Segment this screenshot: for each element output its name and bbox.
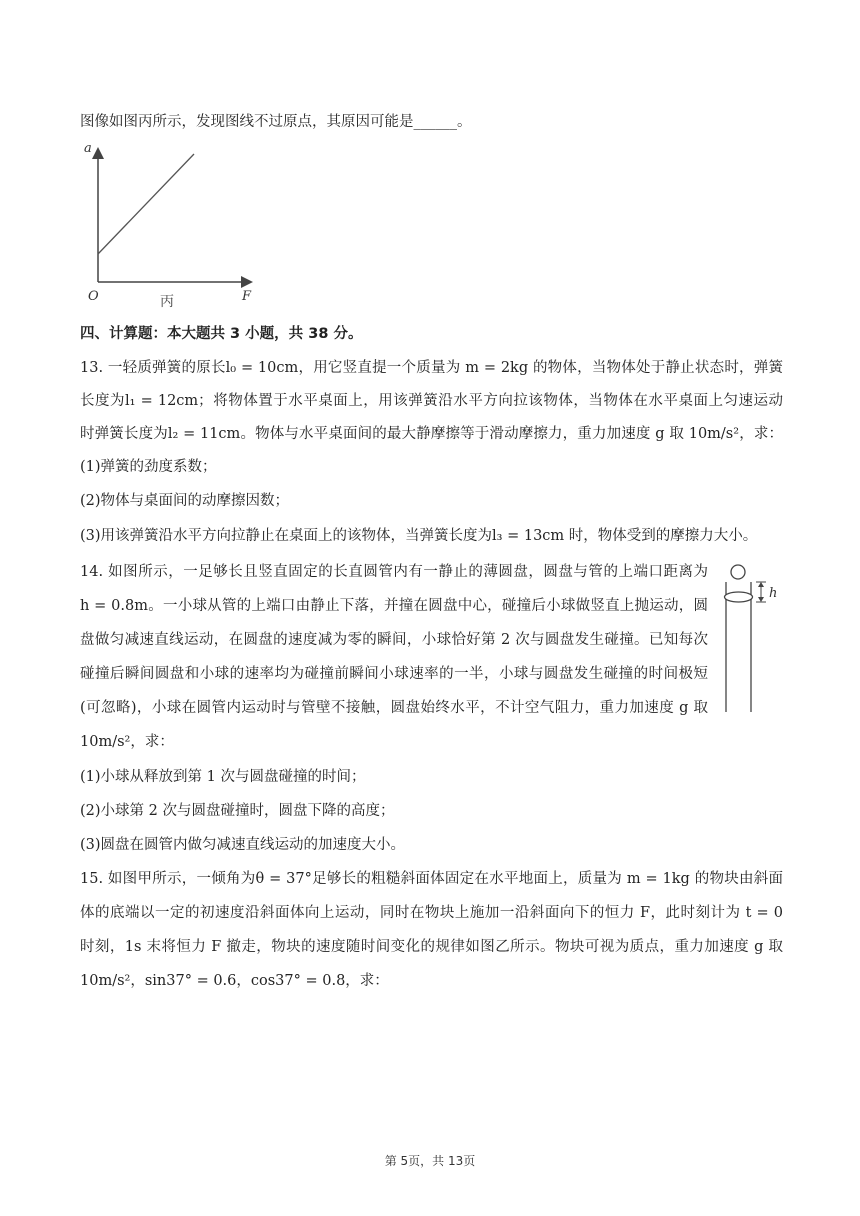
q15-line-4: 10m/s²，sin37° = 0.6，cos37° = 0.8，求：: [80, 973, 389, 989]
q13-part-2: (2)物体与桌面间的动摩擦因数；: [80, 493, 290, 509]
q13-part-1: (1)弹簧的劲度系数；: [80, 459, 217, 475]
graph-a-vs-f: [82, 138, 262, 313]
q13-line-2: 长度为l₁ = 12cm；将物体置于水平桌面上，用该弹簧沿水平方向拉该物体，当物体在水平桌面上匀速运动: [80, 393, 783, 409]
q13-line-1: 13. 一轻质弹簧的原长l₀ = 10cm，用它竖直提一个质量为 m = 2kg 的物体，当物体处于静止状态时，弹簧: [80, 360, 783, 376]
q13-line-3: 时弹簧长度为l₂ = 11cm。物体与水平桌面间的最大静摩擦等于滑动摩擦力，重力加速度 g 取 10m/s²，求：: [80, 426, 783, 442]
q14-part-1: (1)小球从释放到第 1 次与圆盘碰撞的时间；: [80, 769, 366, 785]
origin-label: O: [88, 289, 99, 304]
ball-icon: [731, 565, 745, 579]
h-label: h: [769, 586, 778, 601]
page-footer: 第 5页，共 13页: [384, 1154, 476, 1168]
graph-caption: 丙: [160, 294, 174, 310]
q15-line-1: 15. 如图甲所示，一倾角为θ = 37°足够长的粗糙斜面体固定在水平地面上，质量为 m = 1kg 的物块由斜面: [80, 871, 783, 887]
q14-part-3: (3)圆盘在圆管内做匀减速直线运动的加速度大小。: [80, 837, 406, 853]
q14-part-2: (2)小球第 2 次与圆盘碰撞时，圆盘下降的高度；: [80, 803, 395, 819]
y-axis-label: a: [84, 141, 92, 156]
q14-line-2: h = 0.8m。一小球从管的上端口由静止下落，并撞在圆盘中心，碰撞后小球做竖直上抛运动，圆: [80, 598, 708, 614]
q15-line-2: 体的底端以一定的初速度沿斜面体向上运动，同时在物块上施加一沿斜面向下的恒力 F，此时刻计为 t = 0: [80, 905, 783, 921]
q14-line-5: (可忽略)，小球在圆管内运动时与管壁不接触，圆盘始终水平，不计空气阻力，重力加速度 g 取: [80, 700, 708, 716]
q14-line-1: 14. 如图所示，一足够长且竖直固定的长直圆管内有一静止的薄圆盘，圆盘与管的上端口距离为: [80, 564, 708, 580]
h-arrow-down: [758, 597, 764, 602]
tube-figure: [718, 560, 788, 720]
q14-line-3: 盘做匀减速直线运动，在圆盘的速度减为零的瞬间，小球恰好第 2 次与圆盘发生碰撞。已知每次: [80, 632, 708, 648]
x-axis-label: F: [242, 289, 252, 304]
q13-part-3: (3)用该弹簧沿水平方向拉静止在桌面上的该物体，当弹簧长度为l₃ = 13cm 时，物体受到的摩擦力大小。: [80, 528, 758, 544]
intro-text: 图像如图丙所示，发现图线不过原点，其原因可能是______。: [80, 114, 472, 130]
section-heading: 四、计算题：本大题共 3 小题，共 38 分。: [80, 326, 363, 342]
q14-line-4: 碰撞后瞬间圆盘和小球的速率均为碰撞前瞬间小球速率的一半，小球与圆盘发生碰撞的时间极短: [80, 666, 708, 682]
h-arrow-up: [758, 582, 764, 587]
graph-line: [98, 154, 194, 254]
q14-line-6: 10m/s²，求：: [80, 734, 174, 750]
q15-line-3: 时刻，1s 末将恒力 F 撤走，物块的速度随时间变化的规律如图乙所示。物块可视为质点，重力加速度 g 取: [80, 939, 783, 955]
disk-icon: [725, 592, 753, 602]
